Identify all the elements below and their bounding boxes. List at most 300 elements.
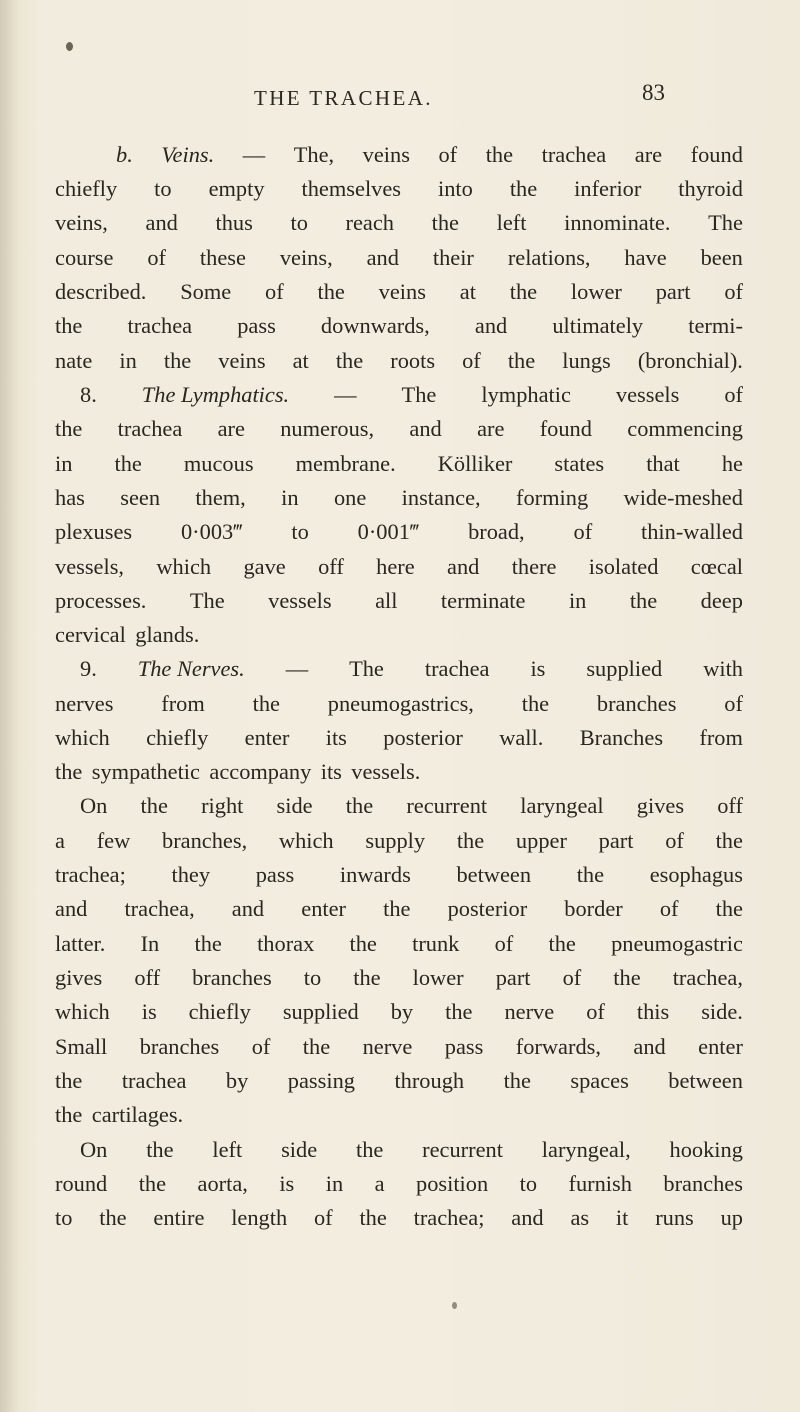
word: and (55, 896, 88, 921)
word: the (252, 691, 280, 716)
word: in (568, 588, 587, 613)
word: the (55, 1068, 83, 1093)
word: its (320, 759, 342, 784)
word: The, (293, 142, 335, 167)
word: the (485, 142, 514, 167)
word: pass (444, 1034, 484, 1059)
word: Small (55, 1034, 108, 1059)
word: The (401, 382, 437, 407)
text-line (55, 828, 743, 858)
word: chiefly (188, 999, 251, 1024)
word: nerve (362, 1034, 413, 1059)
word: the (353, 965, 381, 990)
word: passing (287, 1068, 355, 1093)
word: it (615, 1205, 629, 1230)
word: at (459, 279, 476, 304)
word: wide-meshed (623, 485, 743, 510)
word: In (140, 931, 160, 956)
word: branches (596, 691, 677, 716)
word: the (507, 348, 536, 373)
word: supplied (586, 656, 663, 681)
word: gives (55, 965, 103, 990)
word: Some (180, 279, 232, 304)
word: the (302, 1034, 331, 1059)
word: enter (698, 1034, 743, 1059)
word: the (194, 931, 222, 956)
text-line (55, 1068, 743, 1098)
text-line (55, 1171, 743, 1201)
text-line (55, 759, 430, 789)
italic-heading: The Nerves. (137, 656, 245, 681)
word: relations, (507, 245, 591, 270)
word: recurrent (422, 1137, 503, 1162)
word: furnish (568, 1171, 632, 1196)
word: thyroid (678, 176, 743, 201)
italic-heading: b. (116, 142, 133, 167)
text-line (80, 656, 743, 686)
word: enter (301, 896, 346, 921)
word: which (156, 554, 212, 579)
word: recurrent (406, 793, 488, 818)
word: pneumogastrics, (327, 691, 474, 716)
italic-heading: The Lymphatics. (141, 382, 290, 407)
word: veins (378, 279, 426, 304)
word: latter. (55, 931, 106, 956)
word: isolated (588, 554, 659, 579)
gutter-shadow (0, 0, 18, 1412)
word: in (325, 1171, 344, 1196)
word: by (225, 1068, 249, 1093)
word: of (438, 142, 458, 167)
word: from (699, 725, 743, 750)
word: trachea (121, 1068, 187, 1093)
word: the (613, 965, 641, 990)
word: lower (570, 279, 622, 304)
word: gave (243, 554, 286, 579)
text-line (80, 793, 743, 823)
word: of (573, 519, 593, 544)
word: veins (218, 348, 266, 373)
text-line (55, 348, 743, 378)
word: of (494, 931, 514, 956)
word: hooking (669, 1137, 743, 1162)
text-line (55, 622, 209, 652)
word: plexuses (55, 519, 133, 544)
word: their (432, 245, 474, 270)
word: a (374, 1171, 385, 1196)
word: thin-walled (641, 519, 743, 544)
page-header (100, 80, 665, 116)
word: is (279, 1171, 295, 1196)
word: laryngeal (520, 793, 604, 818)
text-line (55, 588, 743, 618)
word: lungs (562, 348, 611, 373)
word: 9. (80, 656, 97, 681)
word: veins (362, 142, 410, 167)
word: upper (515, 828, 567, 853)
word: has (55, 485, 85, 510)
text-line (55, 931, 743, 961)
word: the (509, 279, 538, 304)
word: the (55, 1102, 83, 1127)
word: which (55, 725, 110, 750)
word: forming (516, 485, 589, 510)
word: the (317, 279, 345, 304)
word: the (715, 896, 743, 921)
word: into (438, 176, 473, 201)
word: roots (390, 348, 436, 373)
word: the (55, 313, 83, 338)
word: off (717, 793, 743, 818)
word: laryngeal, (541, 1137, 631, 1162)
word: to (519, 1171, 538, 1196)
word: these (199, 245, 246, 270)
word: from (161, 691, 205, 716)
word: are (477, 416, 505, 441)
word: downwards, (320, 313, 430, 338)
word: The (189, 588, 225, 613)
word: lower (412, 965, 464, 990)
word: inwards (339, 862, 411, 887)
word: and (231, 896, 265, 921)
word: gives (636, 793, 685, 818)
word: chiefly (146, 725, 209, 750)
word: side (281, 1137, 318, 1162)
running-head: THE TRACHEA. (254, 86, 433, 110)
word: found (539, 416, 592, 441)
text-line (55, 210, 743, 240)
word: posterior (447, 896, 528, 921)
word: 8. (80, 382, 97, 407)
text-line (55, 725, 743, 755)
word: ultimately (552, 313, 644, 338)
word: is (141, 999, 157, 1024)
text-line (55, 279, 743, 309)
text-line (55, 1205, 743, 1235)
word: On (80, 793, 108, 818)
ink-speck (66, 42, 73, 51)
word: to (55, 1205, 73, 1230)
word: left (496, 210, 527, 235)
word: in (55, 451, 73, 476)
word: is (530, 656, 546, 681)
word: right (201, 793, 244, 818)
word: — (285, 656, 309, 681)
word: found (690, 142, 743, 167)
word: pass (255, 862, 295, 887)
word: cartilages. (91, 1102, 184, 1127)
word: to (154, 176, 172, 201)
word: posterior (383, 725, 463, 750)
word: the (146, 1137, 174, 1162)
word: trachea (541, 142, 607, 167)
word: vessels (615, 382, 680, 407)
word: sympathetic (91, 759, 200, 784)
word: states (554, 451, 605, 476)
word: The (349, 656, 384, 681)
word: and (409, 416, 442, 441)
word: vessels, (55, 554, 125, 579)
text-line (55, 176, 743, 206)
word: aorta, (197, 1171, 248, 1196)
word: instance, (401, 485, 481, 510)
word: numerous, (280, 416, 375, 441)
word: and (366, 245, 399, 270)
word: the (99, 1205, 127, 1230)
word: a (55, 828, 65, 853)
word: the (576, 862, 605, 887)
word: commencing (627, 416, 743, 441)
word: have (624, 245, 667, 270)
word: deep (700, 588, 743, 613)
word: entire (153, 1205, 205, 1230)
word: are (634, 142, 663, 167)
word: trachea; (413, 1205, 485, 1230)
word: esophagus (649, 862, 743, 887)
word: described. (55, 279, 147, 304)
word: the (140, 793, 168, 818)
italic-heading: Veins. (161, 142, 215, 167)
word: innominate. (564, 210, 671, 235)
word: Branches (579, 725, 664, 750)
text-line (55, 451, 743, 481)
word: cœcal (690, 554, 743, 579)
word: On (80, 1137, 108, 1162)
word: to (291, 519, 309, 544)
word: enter (244, 725, 290, 750)
word: been (700, 245, 743, 270)
word: between (668, 1068, 743, 1093)
word: and (447, 554, 480, 579)
word: part (655, 279, 691, 304)
word: part (495, 965, 531, 990)
word: one (333, 485, 367, 510)
text-line (55, 416, 743, 446)
word: to (303, 965, 322, 990)
word: — (242, 142, 266, 167)
word: and (474, 313, 508, 338)
word: its (325, 725, 347, 750)
word: forwards, (515, 1034, 601, 1059)
word: empty (208, 176, 265, 201)
text-line (55, 965, 743, 995)
word: nerve (504, 999, 555, 1024)
word: of (147, 245, 166, 270)
word: as (570, 1205, 590, 1230)
word: with (703, 656, 743, 681)
word: position (416, 1171, 489, 1196)
word: runs (655, 1205, 694, 1230)
word: nate (55, 348, 93, 373)
word: vessels. (351, 759, 421, 784)
word: up (720, 1205, 743, 1230)
word: the (359, 1205, 387, 1230)
word: and (511, 1205, 544, 1230)
word: thus (215, 210, 253, 235)
word: supplied (282, 999, 359, 1024)
word: 0·003‴ (180, 519, 243, 544)
word: of (251, 1034, 271, 1059)
word: accompany (209, 759, 312, 784)
word: left (212, 1137, 243, 1162)
word: the (335, 348, 364, 373)
word: the (55, 416, 83, 441)
word: the (431, 210, 459, 235)
word: are (217, 416, 245, 441)
word: membrane. (295, 451, 396, 476)
word: to (290, 210, 308, 235)
word: them, (195, 485, 246, 510)
word: the (355, 1137, 384, 1162)
word: trachea (127, 313, 193, 338)
word: spaces (570, 1068, 629, 1093)
text-line (55, 862, 743, 892)
word: the (138, 1171, 167, 1196)
word: terminate (440, 588, 526, 613)
text-line (55, 999, 743, 1029)
word: lymphatic (481, 382, 571, 407)
word: trachea, (672, 965, 743, 990)
word: the (163, 348, 192, 373)
word: in (119, 348, 137, 373)
page-number: 83 (642, 80, 665, 105)
word: there (511, 554, 557, 579)
word: of (586, 999, 605, 1024)
word: termi- (688, 313, 743, 338)
word: the (509, 176, 538, 201)
word: cervical (55, 622, 126, 647)
word: supply (365, 828, 426, 853)
word: by (390, 999, 414, 1024)
text-line (80, 1137, 743, 1167)
word: inferior (574, 176, 642, 201)
word: The (708, 210, 743, 235)
word: branches (663, 1171, 743, 1196)
word: the (629, 588, 658, 613)
word: in (281, 485, 299, 510)
word: through (394, 1068, 465, 1093)
word: part (598, 828, 634, 853)
word: wall. (499, 725, 544, 750)
text-line (80, 382, 743, 412)
word: at (292, 348, 309, 373)
word: of (724, 279, 743, 304)
text-line (55, 313, 743, 343)
text-line (55, 554, 743, 584)
word: and (633, 1034, 666, 1059)
text-line (55, 485, 743, 515)
word: Kölliker (437, 451, 513, 476)
word: of (313, 1205, 333, 1230)
word: processes. (55, 588, 147, 613)
word: which (55, 999, 110, 1024)
text-line (55, 896, 743, 926)
word: trachea (424, 656, 490, 681)
word: they (171, 862, 211, 887)
word: reach (345, 210, 394, 235)
word: the (503, 1068, 531, 1093)
word: the (114, 451, 142, 476)
word: of (724, 691, 743, 716)
word: glands. (135, 622, 200, 647)
word: between (456, 862, 532, 887)
word: of (265, 279, 284, 304)
word: the (456, 828, 485, 853)
ink-speck (452, 1302, 457, 1309)
word: course (55, 245, 114, 270)
text-line (116, 142, 743, 172)
word: here (376, 554, 415, 579)
word: seen (120, 485, 161, 510)
word: of (462, 348, 481, 373)
word: branches (139, 1034, 220, 1059)
text-line (55, 519, 743, 549)
word: side. (701, 999, 743, 1024)
word: of (665, 828, 684, 853)
word: branches (192, 965, 272, 990)
word: the (383, 896, 411, 921)
word: the (548, 931, 576, 956)
word: the (55, 759, 83, 784)
word: length (231, 1205, 288, 1230)
word: of (562, 965, 582, 990)
word: which (278, 828, 334, 853)
word: few (96, 828, 131, 853)
word: of (724, 382, 743, 407)
word: branches, (162, 828, 248, 853)
word: nerves (55, 691, 114, 716)
word: pneumogastric (611, 931, 743, 956)
word: the (345, 793, 374, 818)
word: 0·001‴ (357, 519, 420, 544)
word: he (721, 451, 743, 476)
word: trachea (117, 416, 183, 441)
word: mucous (183, 451, 254, 476)
word: — (334, 382, 357, 407)
word: border (564, 896, 623, 921)
word: and (145, 210, 178, 235)
word: the (445, 999, 473, 1024)
word: side (276, 793, 313, 818)
word: thorax (257, 931, 315, 956)
text-line (55, 1034, 743, 1064)
word: trunk (412, 931, 460, 956)
word: themselves (301, 176, 402, 201)
word: all (375, 588, 398, 613)
word: off (134, 965, 161, 990)
word: of (659, 896, 679, 921)
word: veins, (279, 245, 333, 270)
word: (bronchial). (637, 348, 743, 373)
word: round (55, 1171, 108, 1196)
word: that (646, 451, 680, 476)
text-line (55, 1102, 193, 1132)
word: chiefly (55, 176, 118, 201)
word: trachea, (124, 896, 195, 921)
word: veins, (55, 210, 108, 235)
word: trachea; (55, 862, 126, 887)
text-line (55, 691, 743, 721)
word: broad, (468, 519, 525, 544)
text-line (55, 245, 743, 275)
word: the (715, 828, 743, 853)
word: the (521, 691, 550, 716)
word: the (349, 931, 377, 956)
word: off (318, 554, 344, 579)
word: pass (237, 313, 276, 338)
word: this (636, 999, 670, 1024)
word: vessels (268, 588, 332, 613)
